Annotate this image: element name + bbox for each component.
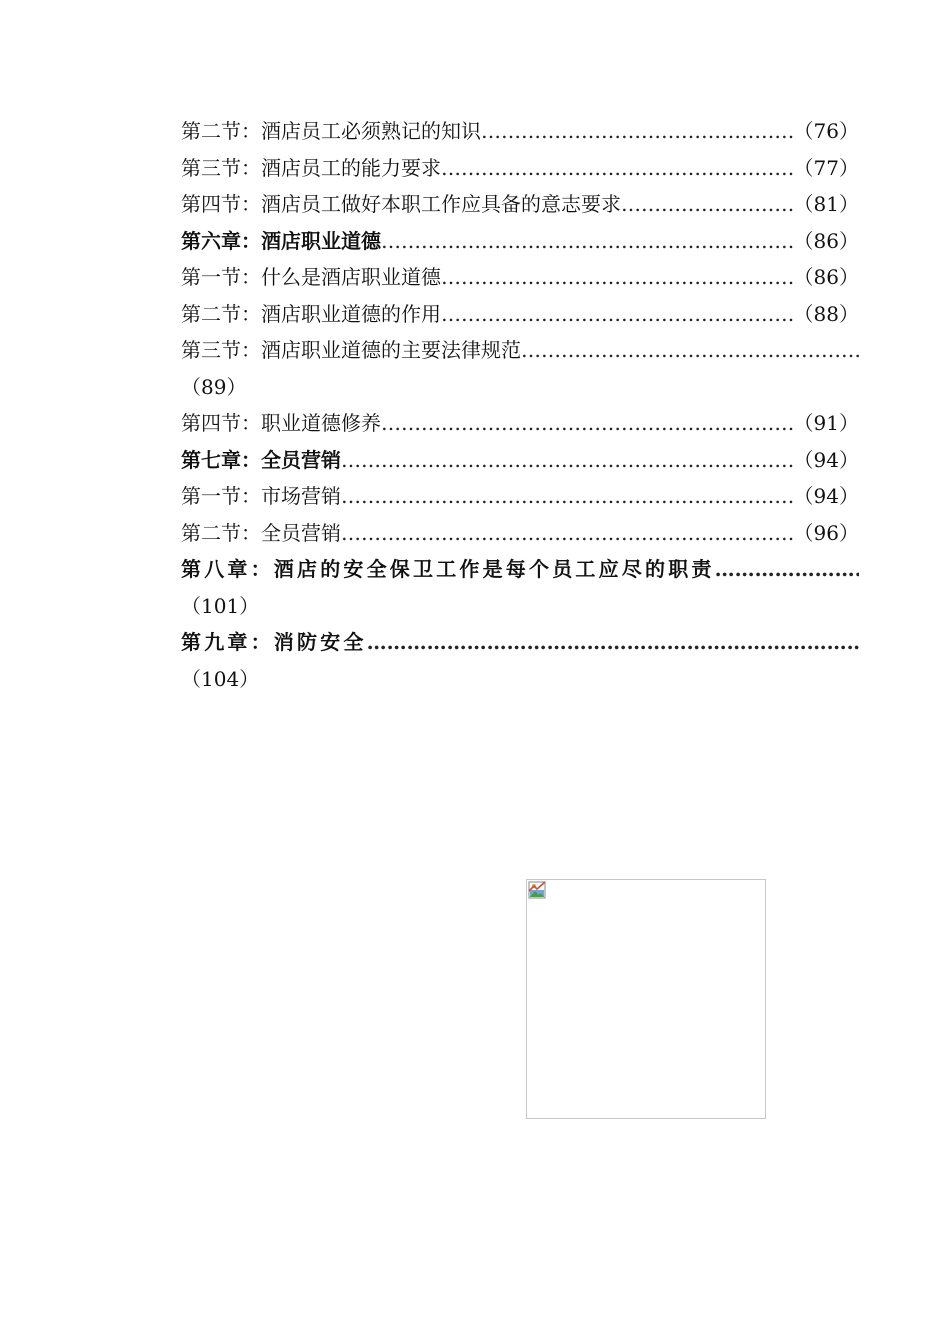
table-of-contents xyxy=(181,113,859,697)
toc-entry-page: （86） xyxy=(793,265,859,289)
toc-leader-dots xyxy=(381,405,794,442)
toc-entry-title: 第四节：职业道德修养 xyxy=(181,411,381,435)
toc-entry xyxy=(181,186,859,223)
image-placeholder xyxy=(526,879,766,1119)
toc-leader-dots xyxy=(521,332,859,369)
toc-entry xyxy=(181,259,859,296)
toc-entry-page-wrapped: （104） xyxy=(181,666,260,691)
toc-entry xyxy=(181,515,859,552)
toc-leader-dots xyxy=(381,223,794,260)
toc-leader-dots xyxy=(621,186,794,223)
toc-entry xyxy=(181,405,859,442)
toc-leader-dots xyxy=(715,551,859,588)
toc-entry xyxy=(181,113,859,150)
toc-chapter-title: 第七章：全员营销 xyxy=(181,447,341,472)
toc-chapter-title: 第八章：酒店的安全保卫工作是每个员工应尽的职责 xyxy=(181,557,715,581)
toc-entry-page: （94） xyxy=(793,484,859,508)
toc-entry-page: （77） xyxy=(793,155,859,180)
toc-chapter-entry xyxy=(181,223,859,260)
toc-leader-dots xyxy=(341,442,794,479)
toc-entry xyxy=(181,150,859,187)
toc-entry-page: （96） xyxy=(793,520,859,545)
toc-entry-title: 第一节：市场营销 xyxy=(181,484,341,508)
toc-entry xyxy=(181,478,859,515)
toc-entry-page: （86） xyxy=(793,228,859,253)
toc-leader-dots xyxy=(341,515,794,552)
toc-entry-title: 第三节：酒店员工的能力要求 xyxy=(181,155,441,180)
toc-entry-title: 第一节：什么是酒店职业道德 xyxy=(181,265,441,289)
toc-chapter-entry xyxy=(181,551,859,588)
toc-chapter-title: 第六章：酒店职业道德 xyxy=(181,228,381,253)
toc-entry-page-wrapped: （89） xyxy=(181,374,247,399)
broken-image-icon xyxy=(528,881,546,899)
toc-entry-title: 第二节：酒店员工必须熟记的知识 xyxy=(181,119,481,143)
toc-chapter-entry xyxy=(181,442,859,479)
toc-leader-dots xyxy=(481,113,794,150)
toc-entry-title: 第二节：酒店职业道德的作用 xyxy=(181,301,441,326)
toc-leader-dots xyxy=(441,150,794,187)
toc-chapter-entry xyxy=(181,624,859,661)
toc-entry-page: （81） xyxy=(793,192,859,216)
toc-entry-page: （91） xyxy=(793,411,859,435)
toc-entry-page-wrapped: （101） xyxy=(181,593,260,618)
toc-entry-title: 第三节：酒店职业道德的主要法律规范 xyxy=(181,338,521,362)
toc-entry-page: （94） xyxy=(793,447,859,472)
toc-leader-dots xyxy=(367,624,859,661)
toc-entry-page: （76） xyxy=(793,119,859,143)
toc-entry-page: （88） xyxy=(793,301,859,326)
toc-entry xyxy=(181,332,859,369)
toc-entry-title: 第四节：酒店员工做好本职工作应具备的意志要求 xyxy=(181,192,621,216)
toc-leader-dots xyxy=(441,296,794,333)
toc-leader-dots xyxy=(341,478,794,515)
toc-leader-dots xyxy=(441,259,794,296)
toc-entry xyxy=(181,296,859,333)
toc-chapter-title: 第九章：消防安全 xyxy=(181,630,367,654)
toc-entry-title: 第二节：全员营销 xyxy=(181,520,341,545)
